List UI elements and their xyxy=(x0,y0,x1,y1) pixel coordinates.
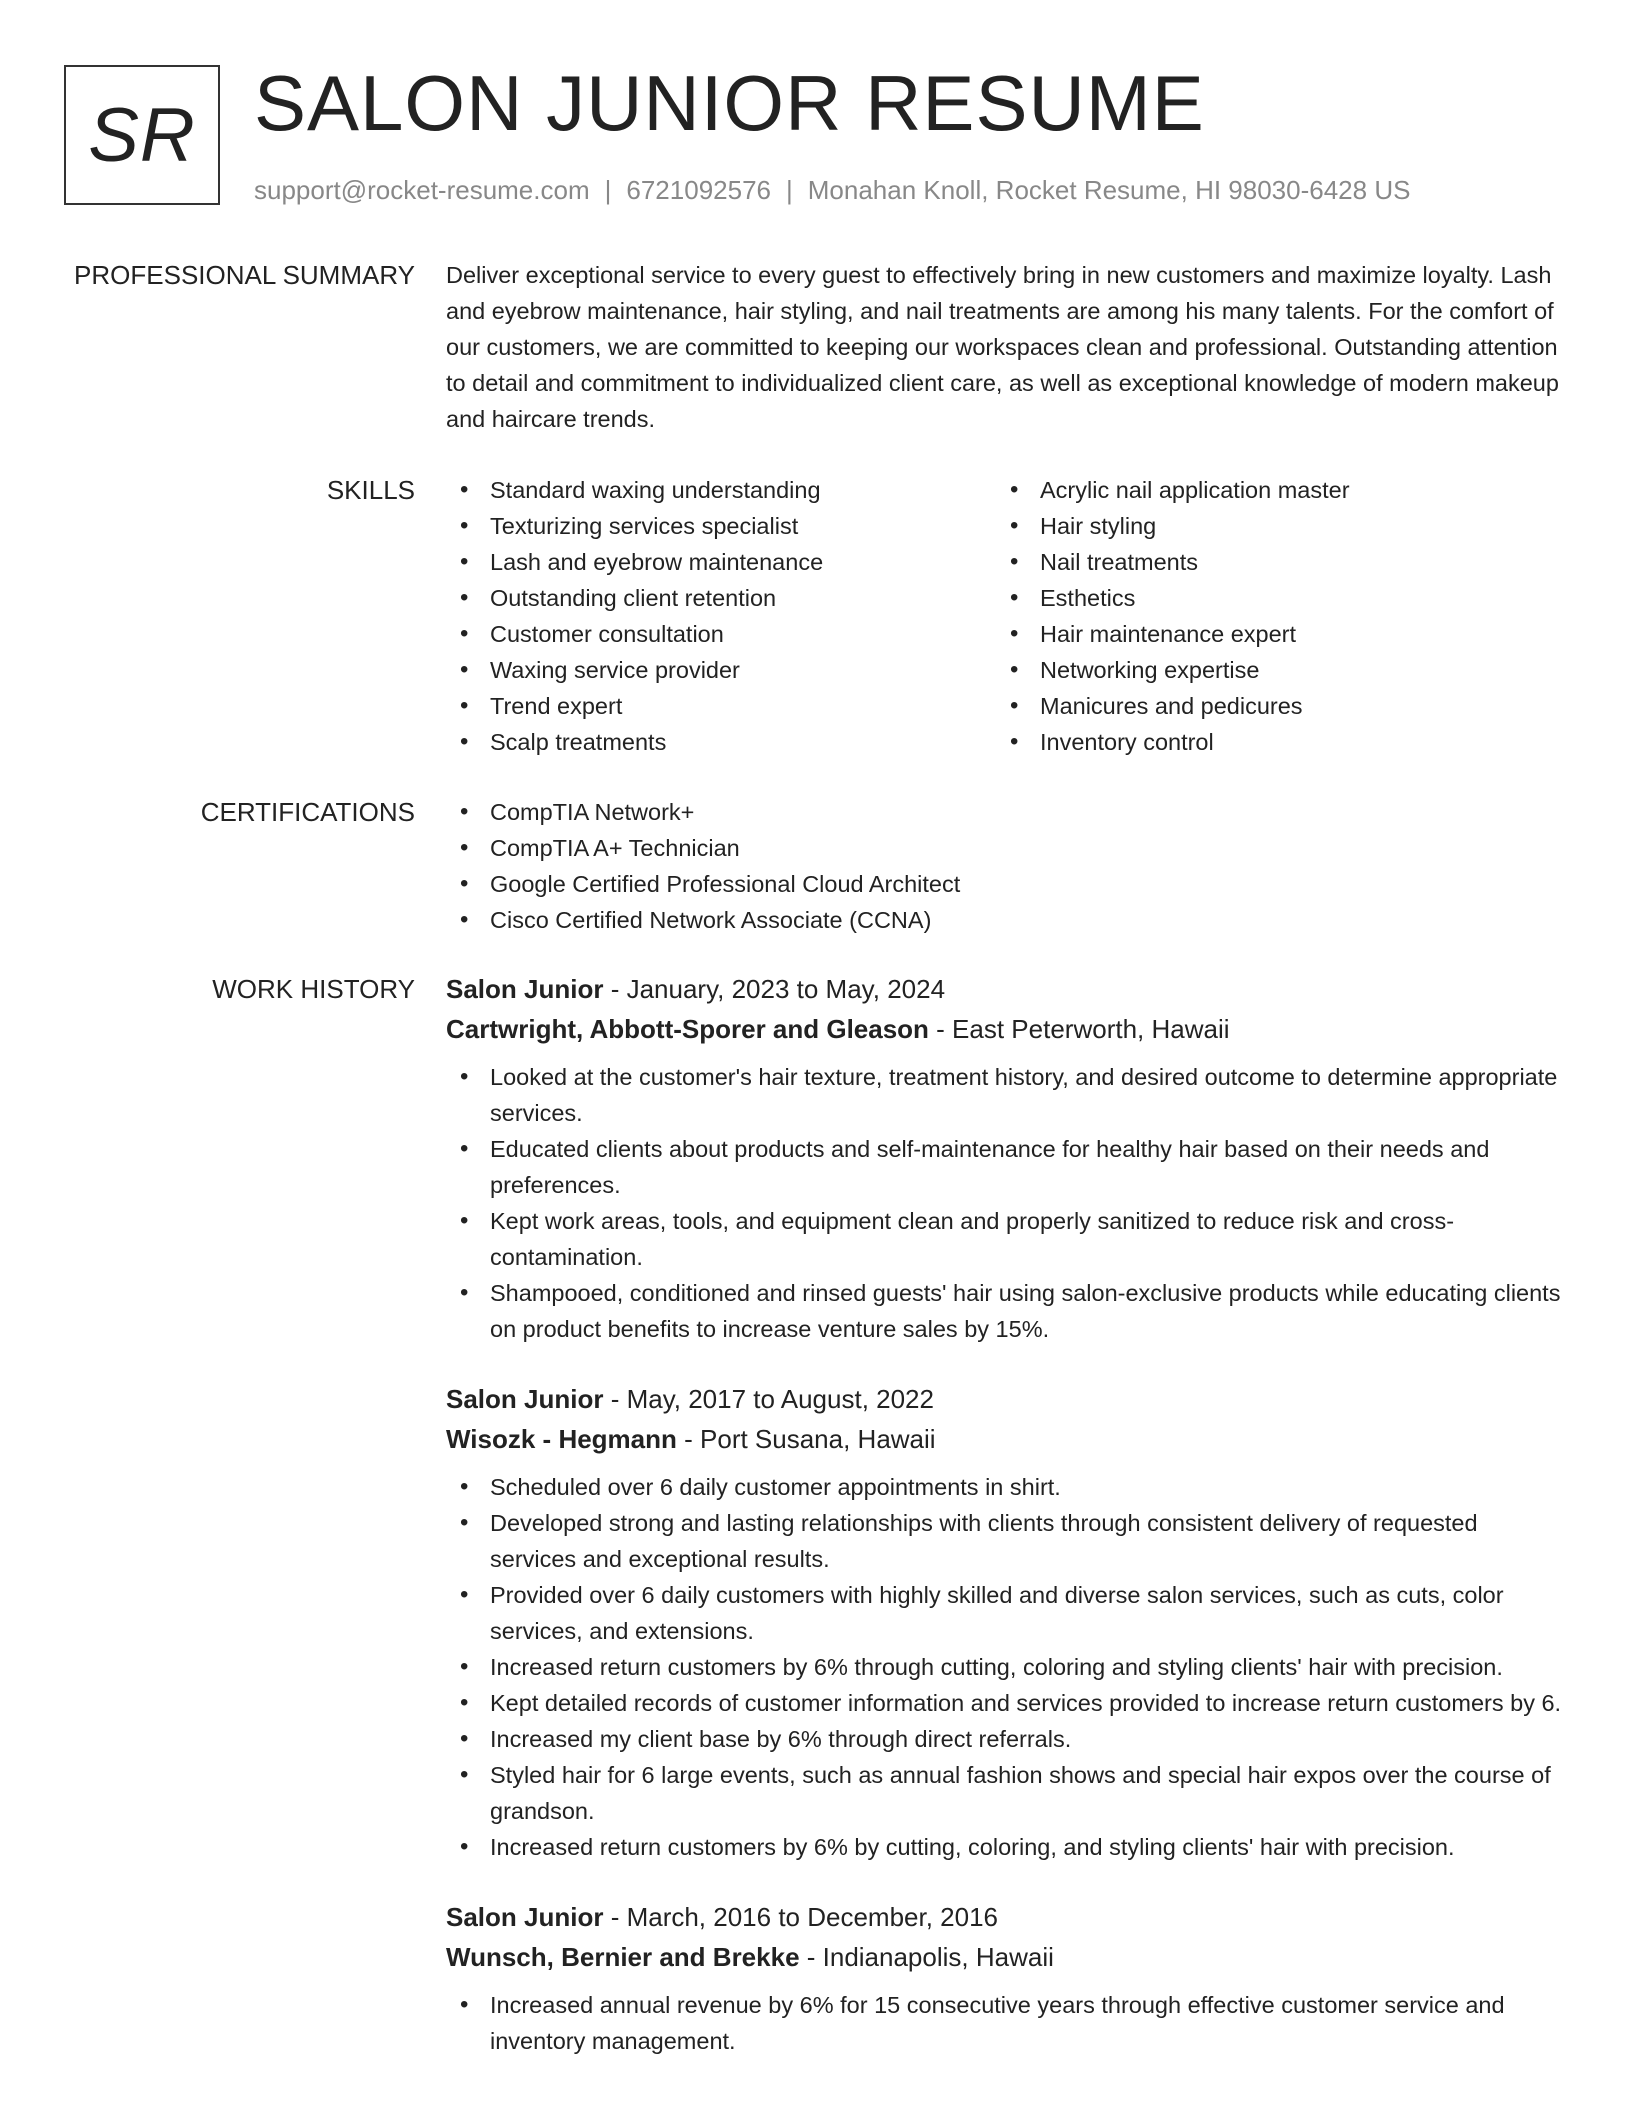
job-entry xyxy=(446,1379,1566,1865)
contact-address: Monahan Knoll, Rocket Resume, HI 98030-6428 US xyxy=(807,175,1411,205)
list-item: • Nail treatments xyxy=(996,544,1546,580)
list-item: • Developed strong and lasting relationships with clients through consistent delivery of requested services and exceptional results. xyxy=(446,1505,1566,1577)
job-company: Cartwright, Abbott-Sporer and Gleason xyxy=(446,1014,929,1044)
job-bullets xyxy=(446,1469,1566,1865)
job-location: - East Peterworth, Hawaii xyxy=(928,1014,1230,1044)
list-item: • Cisco Certified Network Associate (CCNA) xyxy=(446,902,1566,938)
list-item: • Lash and eyebrow maintenance xyxy=(446,544,996,580)
list-item: • Scalp treatments xyxy=(446,724,996,760)
list-item: • Customer consultation xyxy=(446,616,996,652)
job-title: Salon Junior xyxy=(446,1384,604,1414)
job-title: Salon Junior xyxy=(446,974,604,1004)
list-item: • Styled hair for 6 large events, such as annual fashion shows and special hair expos over the course of grandson. xyxy=(446,1757,1566,1829)
job-company-line xyxy=(446,1009,1566,1049)
job-title-line xyxy=(446,1897,1566,1937)
summary-body xyxy=(446,257,1566,437)
contact-phone[interactable]: 6721092576 xyxy=(626,175,771,205)
contact-separator: | xyxy=(604,175,612,205)
monogram-box xyxy=(64,65,220,205)
list-item: • Manicures and pedicures xyxy=(996,688,1546,724)
work-history-body xyxy=(446,969,1566,2091)
job-dates: - January, 2023 to May, 2024 xyxy=(603,974,946,1004)
job-location: - Indianapolis, Hawaii xyxy=(799,1942,1054,1972)
list-item: • Shampooed, conditioned and rinsed guests' hair using salon-exclusive products while educating clients on product benefits to increase venture sales by 15%. xyxy=(446,1275,1566,1347)
list-item: • Provided over 6 daily customers with highly skilled and diverse salon services, such as cuts, color services, and extensions. xyxy=(446,1577,1566,1649)
list-item: • Hair maintenance expert xyxy=(996,616,1546,652)
list-item: • Esthetics xyxy=(996,580,1546,616)
list-item: • Networking expertise xyxy=(996,652,1546,688)
contact-line xyxy=(254,173,1410,207)
job-bullets xyxy=(446,1987,1566,2059)
skills-list-right xyxy=(996,472,1546,760)
job-dates: - March, 2016 to December, 2016 xyxy=(603,1902,999,1932)
list-item: • Looked at the customer's hair texture, treatment history, and desired outcome to determine appropriate services. xyxy=(446,1059,1566,1131)
contact-separator: | xyxy=(786,175,793,205)
list-item: • Kept detailed records of customer information and services provided to increase return customers by 6. xyxy=(446,1685,1566,1721)
contact-email[interactable]: support@rocket-resume.com xyxy=(254,175,590,205)
list-item: • Increased return customers by 6% by cutting, coloring, and styling clients' hair with precision. xyxy=(446,1829,1566,1865)
list-item: • Standard waxing understanding xyxy=(446,472,996,508)
list-item: • Scheduled over 6 daily customer appointments in shirt. xyxy=(446,1469,1566,1505)
certifications-heading: CERTIFICATIONS xyxy=(200,797,415,827)
resume-title: SALON JUNIOR RESUME xyxy=(254,59,1205,147)
job-entry xyxy=(446,969,1566,1347)
job-title-line xyxy=(446,969,1566,1009)
skills-list-left xyxy=(446,472,996,760)
job-location: - Port Susana, Hawaii xyxy=(676,1424,936,1454)
summary-text: Deliver exceptional service to every guest to effectively bring in new customers and maximize loyalty. Lash and eyebrow maintenance, hair styling, and nail treatments are among his many talents. For the comfort of our customers, we are committed to keeping our workspaces clean and professional. Outstanding attention to detail and commitment to individualized client care, as well as exceptional knowledge of modern makeup and haircare trends. xyxy=(446,262,1559,432)
list-item: • Educated clients about products and self-maintenance for healthy hair based on their needs and preferences. xyxy=(446,1131,1566,1203)
skills-heading: SKILLS xyxy=(326,475,415,505)
job-bullets xyxy=(446,1059,1566,1347)
skills-body xyxy=(446,472,1566,760)
job-dates: - May, 2017 to August, 2022 xyxy=(603,1384,934,1414)
list-item: • Texturizing services specialist xyxy=(446,508,996,544)
job-company-line xyxy=(446,1937,1566,1977)
job-company: Wunsch, Bernier and Brekke xyxy=(446,1942,800,1972)
list-item: • CompTIA A+ Technician xyxy=(446,830,1566,866)
summary-heading: PROFESSIONAL SUMMARY xyxy=(74,260,415,290)
certifications-body xyxy=(446,794,1566,938)
list-item: • Inventory control xyxy=(996,724,1546,760)
list-item: • Hair styling xyxy=(996,508,1546,544)
list-item: • Trend expert xyxy=(446,688,996,724)
list-item: • Increased return customers by 6% through cutting, coloring and styling clients' hair with precision. xyxy=(446,1649,1566,1685)
list-item: • Outstanding client retention xyxy=(446,580,996,616)
list-item: • Kept work areas, tools, and equipment clean and properly sanitized to reduce risk and cross-contamination. xyxy=(446,1203,1566,1275)
job-entry xyxy=(446,1897,1566,2059)
list-item: • Google Certified Professional Cloud Architect xyxy=(446,866,1566,902)
job-title-line xyxy=(446,1379,1566,1419)
job-company-line xyxy=(446,1419,1566,1459)
list-item: • CompTIA Network+ xyxy=(446,794,1566,830)
monogram-initials: SR xyxy=(88,92,196,178)
certifications-list xyxy=(446,794,1566,938)
job-title: Salon Junior xyxy=(446,1902,604,1932)
work-history-heading: WORK HISTORY xyxy=(212,974,415,1004)
job-company: Wisozk - Hegmann xyxy=(446,1424,677,1454)
list-item: • Increased annual revenue by 6% for 15 consecutive years through effective customer service and inventory management. xyxy=(446,1987,1566,2059)
list-item: • Increased my client base by 6% through direct referrals. xyxy=(446,1721,1566,1757)
list-item: • Waxing service provider xyxy=(446,652,996,688)
list-item: • Acrylic nail application master xyxy=(996,472,1546,508)
